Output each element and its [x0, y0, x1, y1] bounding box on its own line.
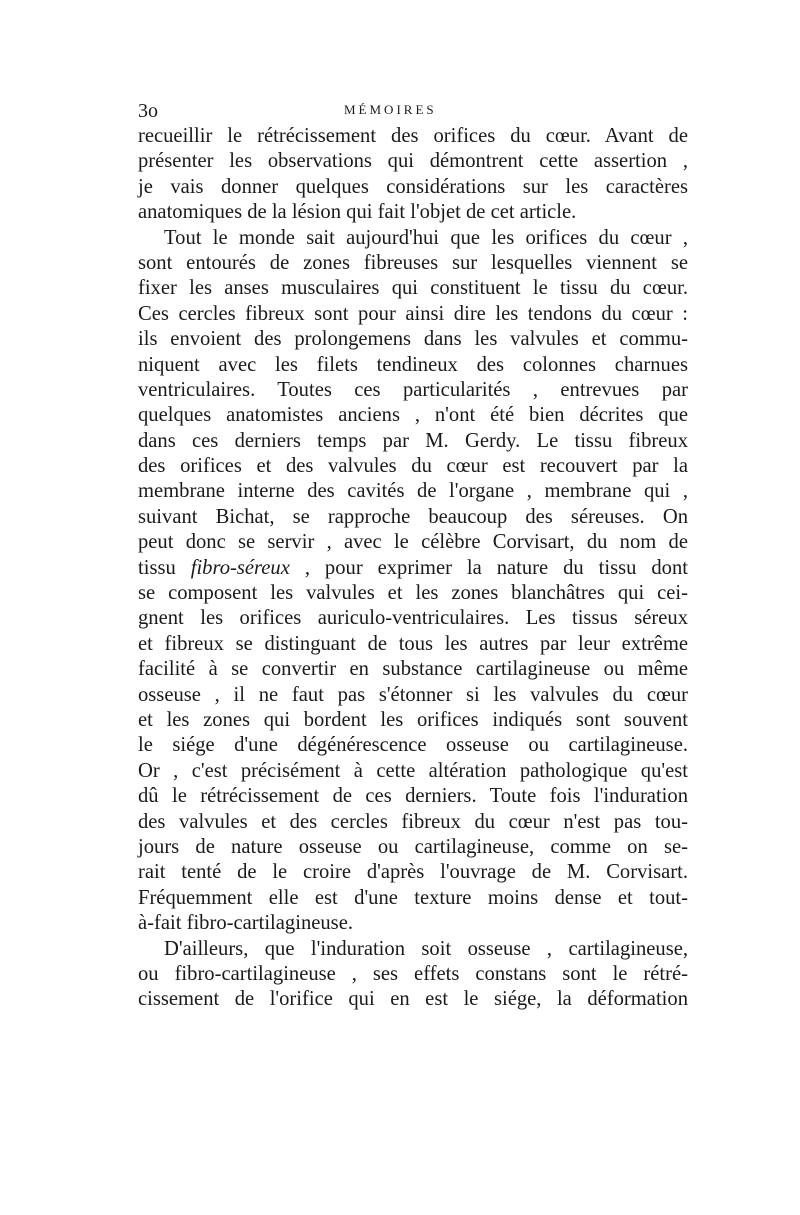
- book-page: [138, 92, 688, 1013]
- text-line: je vais donner quelques considérations sur les caractères: [138, 175, 688, 198]
- body-text: [138, 124, 688, 1013]
- text-line: ou fibro-cartilagineuse , ses effets constans sont le rétré-: [138, 962, 688, 985]
- text-line: présenter les observations qui démontrent cette assertion ,: [138, 150, 688, 173]
- text-line: Fréquemment elle est d'une texture moins dense et tout-: [138, 886, 688, 909]
- text-line: à-fait fibro-cartilagineuse.: [138, 912, 353, 935]
- text-line: recueillir le rétrécissement des orifices du cœur. Avant de: [138, 125, 688, 147]
- text-line: jours de nature osseuse ou cartilagineuse, comme on se-: [138, 835, 688, 858]
- text-line: membrane interne des cavités de l'organe , membrane qui ,: [138, 480, 688, 503]
- text-line: et les zones qui bordent les orifices indiqués sont souvent: [138, 708, 688, 731]
- text-line: dans ces derniers temps par M. Gerdy. Le tissu fibreux: [138, 429, 688, 452]
- text-line: se composent les valvules et les zones blanchâtres qui cei-: [138, 582, 688, 605]
- text-line: le siége d'une dégénérescence osseuse ou cartilagineuse.: [138, 734, 688, 757]
- text-line: sont entourés de zones fibreuses sur lesquelles viennent se: [138, 251, 688, 274]
- text-line: quelques anatomistes anciens , n'ont été bien décrites que: [138, 404, 688, 427]
- text-line: des orifices et des valvules du cœur est recouvert par la: [138, 455, 688, 478]
- text-line: et fibreux se distinguant de tous les autres par leur extrême: [138, 632, 688, 655]
- text-line: niquent avec les filets tendineux des colonnes charnues: [138, 353, 688, 376]
- text-line: rait tenté de le croire d'après l'ouvrage de M. Corvisart.: [138, 861, 688, 884]
- text-line: peut donc se servir , avec le célèbre Corvisart, du nom de: [138, 531, 688, 554]
- text-line: des valvules et des cercles fibreux du cœur n'est pas tou-: [138, 810, 688, 833]
- text-line: ils envoient des prolongemens dans les valvules et commu-: [138, 328, 688, 351]
- text-line: Ces cercles fibreux sont pour ainsi dire les tendons du cœur :: [138, 302, 688, 325]
- text-fragment: tissu: [138, 556, 191, 579]
- text-fragment: , pour exprimer la nature du tissu dont: [289, 556, 688, 579]
- page-number: 3o: [138, 100, 158, 122]
- running-head-title: MÉMOIRES: [344, 102, 437, 117]
- italic-term: fibro-séreux: [190, 556, 290, 579]
- text-line: ventriculaires. Toutes ces particularités , entrevues par: [138, 378, 688, 401]
- text-line-with-italic: [138, 556, 688, 581]
- text-line: gnent les orifices auriculo-ventriculaires. Les tissus séreux: [138, 607, 688, 630]
- text-line: osseuse , il ne faut pas s'étonner si les valvules du cœur: [138, 683, 688, 706]
- running-head: [138, 92, 688, 122]
- text-line: Or , c'est précisément à cette altération pathologique qu'est: [138, 759, 688, 782]
- text-line: dû le rétrécissement de ces derniers. Toute fois l'induration: [138, 785, 688, 808]
- paragraph-first-line: D'ailleurs, que l'induration soit osseuse , cartilagineuse,: [164, 937, 688, 960]
- paragraph-first-line: Tout le monde sait aujourd'hui que les orifices du cœur ,: [164, 226, 688, 249]
- text-line: cissement de l'orifice qui en est le siége, la déformation: [138, 988, 688, 1011]
- text-line: anatomiques de la lésion qui fait l'objet de cet article.: [138, 201, 577, 224]
- text-line: suivant Bichat, se rapproche beaucoup des séreuses. On: [138, 505, 688, 528]
- text-line: facilité à se convertir en substance cartilagineuse ou même: [138, 658, 688, 681]
- text-line: fixer les anses musculaires qui constituent le tissu du cœur.: [138, 277, 688, 300]
